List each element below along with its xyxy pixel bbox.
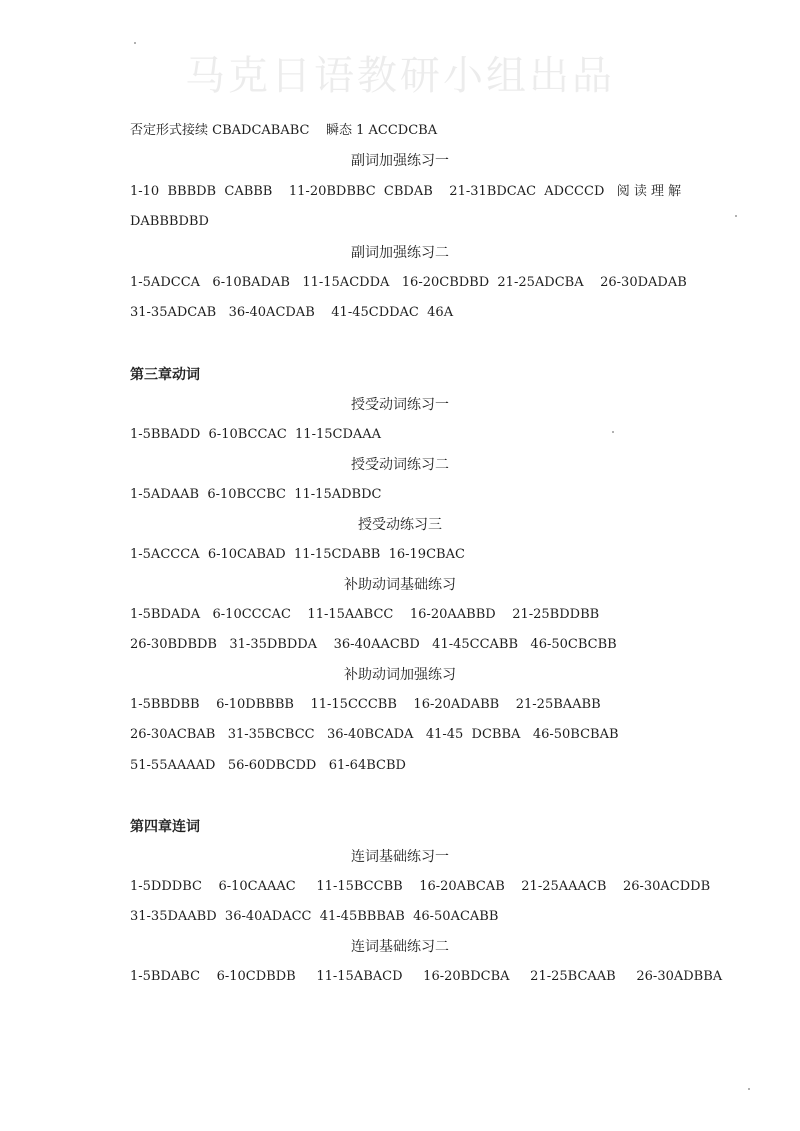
answer-line: 31-35DAABD 36-40ADACC 41-45BBBAB 46-50ACABB: [130, 909, 499, 924]
section-heading-giving-receiving-1: 授受动词练习一: [351, 397, 449, 413]
answer-line: DABBBDBD: [130, 214, 209, 229]
answer-line: 1-5BDADA 6-10CCCAC 11-15AABCC 16-20AABBD 21-25BDDBB: [130, 607, 600, 622]
answer-line: 1-5BDABC 6-10CDBDB 11-15ABACD 16-20BDCBA 21-25BCAAB 26-30ADBBA: [130, 969, 723, 984]
scan-speck: [134, 42, 136, 44]
answer-line: 1-10 BBBDB CABBB 11-20BDBBC CBDAB 21-31BDCAC ADCCCD 阅 读 理 解: [130, 184, 682, 199]
watermark-text: 马克日语教研小组出品: [185, 53, 615, 99]
answer-line: 51-55AAAAD 56-60DBCDD 61-64BCBD: [130, 758, 406, 773]
answer-line: 1-5BBDBB 6-10DBBBB 11-15CCCBB 16-20ADABB 21-25BAABB: [130, 697, 601, 712]
chapter-heading-conjunctions: 第四章连词: [130, 819, 200, 835]
section-heading-adverb-1: 副词加强练习一: [351, 153, 449, 169]
scan-speck: [735, 215, 737, 217]
section-heading-giving-receiving-3: 授受动练习三: [358, 517, 442, 533]
answer-line: 1-5BBADD 6-10BCCAC 11-15CDAAA: [130, 427, 382, 442]
answer-line: 1-5DDDBC 6-10CAAAC 11-15BCCBB 16-20ABCAB 21-25AAACB 26-30ACDDB: [130, 879, 711, 894]
answer-line: 1-5ACCCA 6-10CABAD 11-15CDABB 16-19CBAC: [130, 547, 465, 562]
chapter-heading-verbs: 第三章动词: [130, 367, 200, 383]
answer-line: 26-30BDBDB 31-35DBDDA 36-40AACBD 41-45CCABB 46-50CBCBB: [130, 637, 617, 652]
answer-line-negation: 否定形式接续 CBADCABABC 瞬态 1 ACCDCBA: [130, 123, 438, 138]
answer-line: 1-5ADAAB 6-10BCCBC 11-15ADBDC: [130, 487, 382, 502]
section-heading-conjunction-1: 连词基础练习一: [351, 849, 449, 865]
answer-line: 26-30ACBAB 31-35BCBCC 36-40BCADA 41-45 DCBBA 46-50BCBAB: [130, 727, 619, 742]
section-heading-conjunction-2: 连词基础练习二: [351, 939, 449, 955]
scan-speck: [612, 431, 614, 433]
section-heading-giving-receiving-2: 授受动词练习二: [351, 457, 449, 473]
section-heading-auxiliary-advanced: 补助动词加强练习: [344, 667, 456, 683]
answer-line: 31-35ADCAB 36-40ACDAB 41-45CDDAC 46A: [130, 305, 454, 320]
section-heading-auxiliary-basic: 补助动词基础练习: [344, 577, 456, 593]
section-heading-adverb-2: 副词加强练习二: [351, 245, 449, 261]
scan-speck: [748, 1088, 750, 1090]
answer-line: 1-5ADCCA 6-10BADAB 11-15ACDDA 16-20CBDBD 21-25ADCBA 26-30DADAB: [130, 275, 687, 290]
